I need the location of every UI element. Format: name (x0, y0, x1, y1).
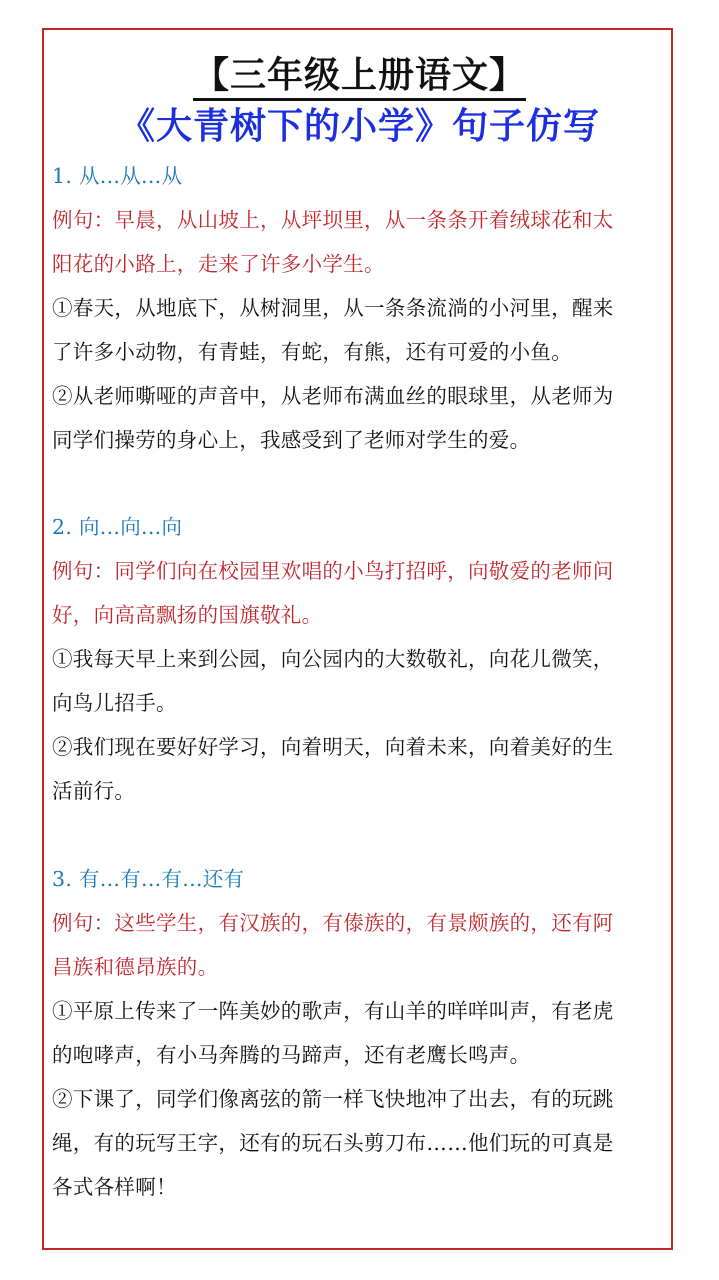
section-3 (52, 857, 666, 1209)
item-line: ①我每天早上来到公园，向公园内的大数敬礼，向花儿微笑， (52, 647, 614, 671)
item-line: ①平原上传来了一阵美妙的歌声，有山羊的咩咩叫声，有老虎 (52, 999, 614, 1023)
section-1 (52, 154, 666, 462)
item-line: ②从老师嘶哑的声音中，从老师布满血丝的眼球里，从老师为 (52, 384, 614, 408)
item-line: ②下课了，同学们像离弦的箭一样飞快地冲了出去，有的玩跳 (52, 1087, 614, 1111)
example-line: 昌族和德昂族的。 (52, 955, 219, 979)
example-line: 好，向高高飘扬的国旗敬礼。 (52, 603, 323, 627)
section-heading: 3. 有...有...有...还有 (52, 867, 245, 891)
section-heading: 2. 向...向...向 (52, 515, 183, 539)
item-line: 活前行。 (52, 779, 136, 803)
section-heading: 1. 从...从...从 (52, 164, 183, 188)
item-line: 向鸟儿招手。 (52, 691, 177, 715)
item-line: ②我们现在要好好学习，向着明天，向着未来，向着美好的生 (52, 735, 614, 759)
section-2 (52, 505, 666, 813)
example-line: 例句：早晨，从山坡上，从坪坝里，从一条条开着绒球花和太 (52, 208, 614, 232)
item-line: 的咆哮声，有小马奔腾的马蹄声，还有老鹰长鸣声。 (52, 1043, 531, 1067)
item-line: ①春天，从地底下，从树洞里，从一条条流淌的小河里，醒来 (52, 296, 614, 320)
item-line: 绳，有的玩写王字，还有的玩石头剪刀布……他们玩的可真是 (52, 1131, 614, 1155)
example-line: 阳花的小路上，走来了许多小学生。 (52, 252, 385, 276)
item-line: 了许多小动物，有青蛙，有蛇，有熊，还有可爱的小鱼。 (52, 340, 572, 364)
item-line: 各式各样啊！ (52, 1175, 177, 1199)
item-line: 同学们操劳的身心上，我感受到了老师对学生的爱。 (52, 428, 531, 452)
example-line: 例句：同学们向在校园里欢唱的小鸟打招呼，向敬爱的老师问 (52, 559, 614, 583)
example-line: 例句：这些学生，有汉族的，有傣族的，有景颇族的，还有阿 (52, 911, 614, 935)
document-title-lesson: 《大青树下的小学》句子仿写 (118, 106, 600, 147)
title-grade-text: 【三年级上册语文】 (193, 55, 526, 101)
document-title-grade (0, 54, 719, 98)
